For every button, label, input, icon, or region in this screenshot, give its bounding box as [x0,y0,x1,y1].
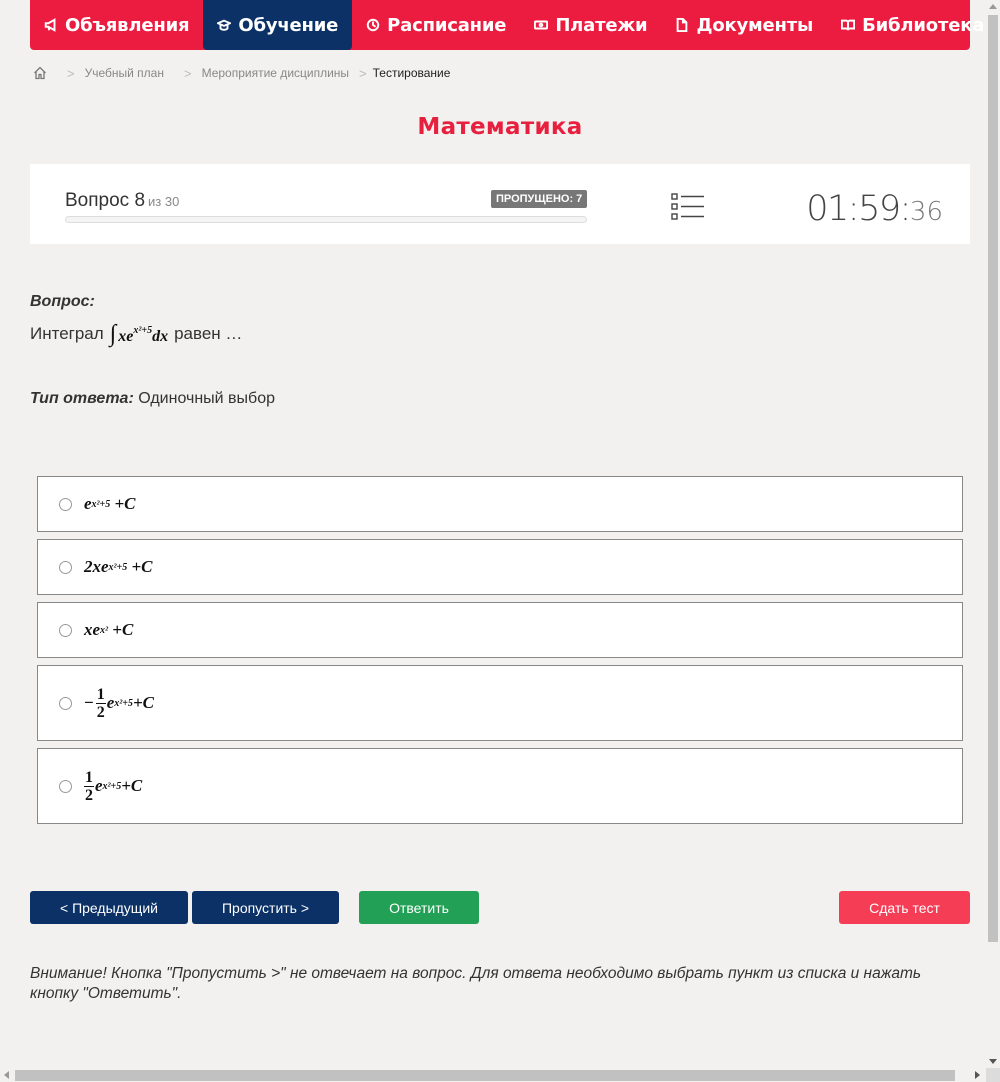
list-icon[interactable] [671,192,705,222]
timer-seconds: 36 [909,197,943,227]
nav-item-label: Библиотека [862,14,985,36]
document-icon [675,18,689,32]
main-nav [30,0,985,50]
scroll-up-arrow-icon[interactable] [989,4,997,9]
answer-option-4[interactable] [37,665,963,741]
chevron-right-icon: > [183,65,192,81]
megaphone-icon [44,18,58,32]
chevron-right-icon: > [359,65,367,81]
radio-button[interactable] [59,498,72,511]
answer-option-2[interactable] [37,539,963,595]
question-number: Вопрос 8 [65,190,146,211]
question-text-before: Интеграл [30,324,104,343]
nav-item-schedule[interactable] [352,0,520,50]
vertical-scrollbar[interactable] [986,0,1000,1068]
radio-button[interactable] [59,697,72,710]
answer-type-value: Одиночный выбор [138,390,275,407]
nav-item-announcements[interactable] [30,0,203,50]
progress-bar [65,216,587,223]
timer [806,189,943,229]
money-icon [534,18,548,32]
skipped-badge: ПРОПУЩЕНО: 7 [491,190,587,208]
nav-item-library[interactable] [827,0,1000,50]
answer-option-3[interactable] [37,602,963,658]
nav-item-documents[interactable] [661,0,827,50]
answer-button[interactable]: Ответить [359,891,479,924]
question-text-after: равен … [174,324,243,343]
option-formula: 2xe x²+5 +C [84,557,153,576]
nav-item-label: Расписание [387,14,507,36]
nav-item-payments[interactable] [520,0,661,50]
clock-icon [366,18,380,32]
graduation-cap-icon [217,18,231,32]
breadcrumb-item-curriculum[interactable]: Учебный план [84,66,164,80]
radio-button[interactable] [59,624,72,637]
breadcrumb-current: Тестирование [372,66,451,80]
horizontal-scrollbar[interactable] [0,1068,986,1082]
nav-item-label: Объявления [65,14,190,36]
test-status-panel [30,164,970,244]
nav-item-label: Обучение [238,14,339,36]
breadcrumb [33,63,450,83]
page-title: Математика [417,114,583,140]
question-total: из 30 [148,194,180,209]
nav-item-label: Платежи [555,14,648,36]
breadcrumb-item-discipline-event[interactable]: Мероприятие дисциплины [201,66,350,80]
question-counter [65,190,179,212]
answer-option-1[interactable] [37,476,963,532]
scroll-down-arrow-icon[interactable] [989,1059,997,1064]
previous-button[interactable]: < Предыдущий [30,891,188,924]
finish-test-button[interactable]: Сдать тест [839,891,970,924]
scrollbar-thumb[interactable] [15,1070,955,1081]
answer-option-5[interactable] [37,748,963,824]
option-formula: − $\frac{1}{2}$ e x²+5 +C [84,685,154,721]
radio-button[interactable] [59,561,72,574]
warning-text: Внимание! Кнопка "Пропустить >" не отвечает на вопрос. Для ответа необходимо выбрать пункт из списка и нажать кнопку "Ответить". [30,965,922,1002]
answer-type [30,390,275,408]
scroll-right-arrow-icon[interactable] [975,1071,980,1079]
answer-type-label: Тип ответа: [30,390,134,407]
scroll-left-arrow-icon[interactable] [4,1071,9,1079]
option-formula: $\frac{1}{2}$ e x²+5 +C [85,768,143,804]
radio-button[interactable] [59,780,72,793]
scrollbar-corner [986,1068,1000,1082]
question-text [30,314,242,354]
chevron-right-icon: > [67,65,75,81]
question-label: Вопрос: [30,293,95,310]
skip-button[interactable]: Пропустить > [192,891,339,924]
nav-item-label: Документы [696,14,814,36]
book-icon [841,18,855,32]
timer-hours-minutes: 01:59: [806,189,910,229]
option-formula: xe x² +C [84,620,134,639]
home-icon[interactable] [33,66,47,80]
question-formula: ∫ $xe^{x^2+5}dx$ [109,320,169,347]
nav-item-learning[interactable] [203,0,352,50]
scrollbar-thumb[interactable] [988,15,998,942]
option-formula: e x²+5 +C [84,494,136,513]
